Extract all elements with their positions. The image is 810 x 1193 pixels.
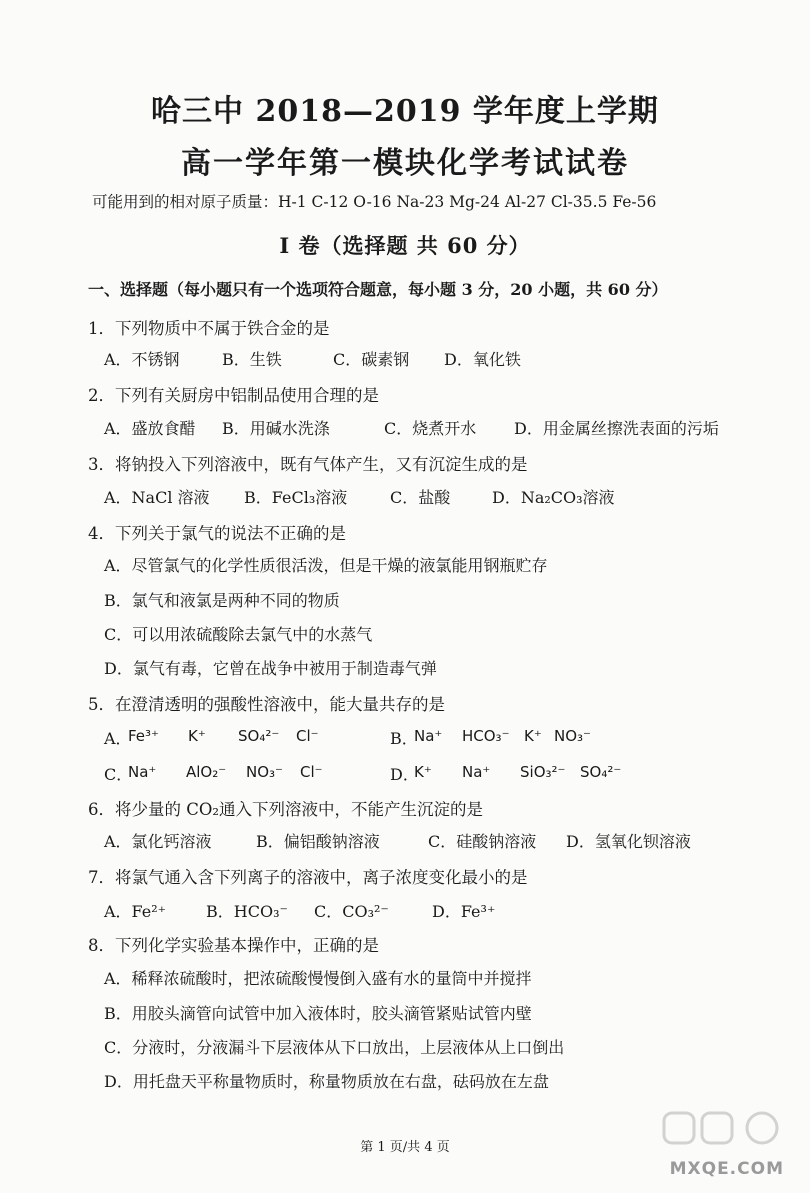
question-5-option-c-ion: Na⁺ <box>128 763 157 781</box>
question-3-option-c: C．盐酸 <box>390 488 451 507</box>
question-7-stem: 7．将氯气通入含下列离子的溶液中，离子浓度变化最小的是 <box>88 868 528 887</box>
question-5-option-a-ion: SO₄²⁻ <box>238 727 280 745</box>
question-8-option-c: C．分液时，分液漏斗下层液体从下口放出，上层液体从上口倒出 <box>104 1038 565 1057</box>
question-5-option-b-ion: Na⁺ <box>414 727 443 745</box>
question-4-option-d: D．氯气有毒，它曾在战争中被用于制造毒气弹 <box>104 659 437 678</box>
question-6-option-d: D．氢氧化钡溶液 <box>566 832 691 851</box>
question-3-option-a: A．NaCl 溶液 <box>104 488 210 507</box>
exam-title-line2: 高一学年第一模块化学考试试卷 <box>181 146 629 181</box>
question-5-option-d-ion: SO₄²⁻ <box>580 763 622 781</box>
question-4-option-a: A．尽管氯气的化学性质很活泼，但是干燥的液氯能用钢瓶贮存 <box>104 556 548 575</box>
question-6-option-c: C．硅酸钠溶液 <box>428 832 537 851</box>
question-5-option-b-ion: HCO₃⁻ <box>462 727 510 745</box>
question-2-option-b: B．用碱水洗涤 <box>222 419 330 438</box>
question-5-option-a-ion: Fe³⁺ <box>128 727 159 745</box>
question-5-option-b-label: B． <box>390 729 418 748</box>
question-8-option-b: B．用胶头滴管向试管中加入液体时，胶头滴管紧贴试管内壁 <box>104 1004 532 1023</box>
question-5-option-a-ion: K⁺ <box>188 727 206 745</box>
question-5-option-b-ion: NO₃⁻ <box>554 727 591 745</box>
watermark-text: MXQE.COM <box>669 1159 784 1179</box>
question-2-option-d: D．用金属丝擦洗表面的污垢 <box>514 419 719 438</box>
question-5-option-c-ion: NO₃⁻ <box>246 763 283 781</box>
question-3-option-b: B．FeCl₃溶液 <box>244 488 348 507</box>
section-title: I 卷（选择题 共 60 分） <box>279 233 531 258</box>
question-2-option-c: C．烧煮开水 <box>384 419 477 438</box>
question-6-option-b: B．偏铝酸钠溶液 <box>256 832 380 851</box>
question-5-option-d-ion: Na⁺ <box>462 763 491 781</box>
question-4-stem: 4．下列关于氯气的说法不正确的是 <box>88 524 346 543</box>
section-instruction: 一、选择题（每小题只有一个选项符合题意，每小题 3 分，20 小题，共 60 分） <box>88 280 668 299</box>
question-5-option-d-ion: K⁺ <box>414 763 432 781</box>
question-4-option-c: C．可以用浓硫酸除去氯气中的水蒸气 <box>104 625 373 644</box>
question-7-option-a: A．Fe²⁺ <box>104 902 167 921</box>
question-8-option-d: D．用托盘天平称量物质时，称量物质放在右盘，砝码放在左盘 <box>104 1072 549 1091</box>
question-7-option-b: B．HCO₃⁻ <box>206 902 288 921</box>
question-7-option-c: C．CO₃²⁻ <box>314 902 389 921</box>
question-8-option-a: A．稀释浓硫酸时，把浓硫酸慢慢倒入盛有水的量筒中并搅拌 <box>104 969 532 988</box>
question-6-option-a: A．氯化钙溶液 <box>104 832 212 851</box>
question-5-stem: 5．在澄清透明的强酸性溶液中，能大量共存的是 <box>88 695 445 714</box>
question-1-stem: 1．下列物质中不属于铁合金的是 <box>88 319 330 338</box>
question-5-option-b-ion: K⁺ <box>524 727 542 745</box>
question-4-option-b: B．氯气和液氯是两种不同的物质 <box>104 591 340 610</box>
question-3-stem: 3．将钠投入下列溶液中，既有气体产生，又有沉淀生成的是 <box>88 455 528 474</box>
page-number: 第 1 页/共 4 页 <box>360 1140 450 1155</box>
question-5-option-a-ion: Cl⁻ <box>296 727 319 745</box>
question-5-option-c-ion: Cl⁻ <box>300 763 323 781</box>
exam-title-line1: 哈三中 2018—2019 学年度上学期 <box>151 94 659 129</box>
atomic-masses: 可能用到的相对原子质量：H-1 C-12 O-16 Na-23 Mg-24 Al-27 Cl-35.5 Fe-56 <box>92 193 657 211</box>
question-1-option-d: D．氧化铁 <box>444 350 521 369</box>
question-5-option-c-ion: AlO₂⁻ <box>186 763 227 781</box>
question-7-option-d: D．Fe³⁺ <box>432 902 496 921</box>
question-5-option-c-label: C． <box>104 765 133 784</box>
question-5-option-d-ion: SiO₃²⁻ <box>520 763 566 781</box>
question-2-stem: 2．下列有关厨房中铝制品使用合理的是 <box>88 386 379 405</box>
question-1-option-b: B．生铁 <box>222 350 282 369</box>
question-5-option-d-label: D． <box>390 765 419 784</box>
question-1-option-a: A．不锈钢 <box>104 350 180 369</box>
question-8-stem: 8．下列化学实验基本操作中，正确的是 <box>88 936 379 955</box>
question-5-option-a-label: A． <box>104 729 132 748</box>
question-2-option-a: A．盛放食醋 <box>104 419 196 438</box>
question-3-option-d: D．Na₂CO₃溶液 <box>492 488 615 507</box>
question-1-option-c: C．碳素钢 <box>333 350 410 369</box>
question-6-stem: 6．将少量的 CO₂通入下列溶液中，不能产生沉淀的是 <box>88 800 484 819</box>
